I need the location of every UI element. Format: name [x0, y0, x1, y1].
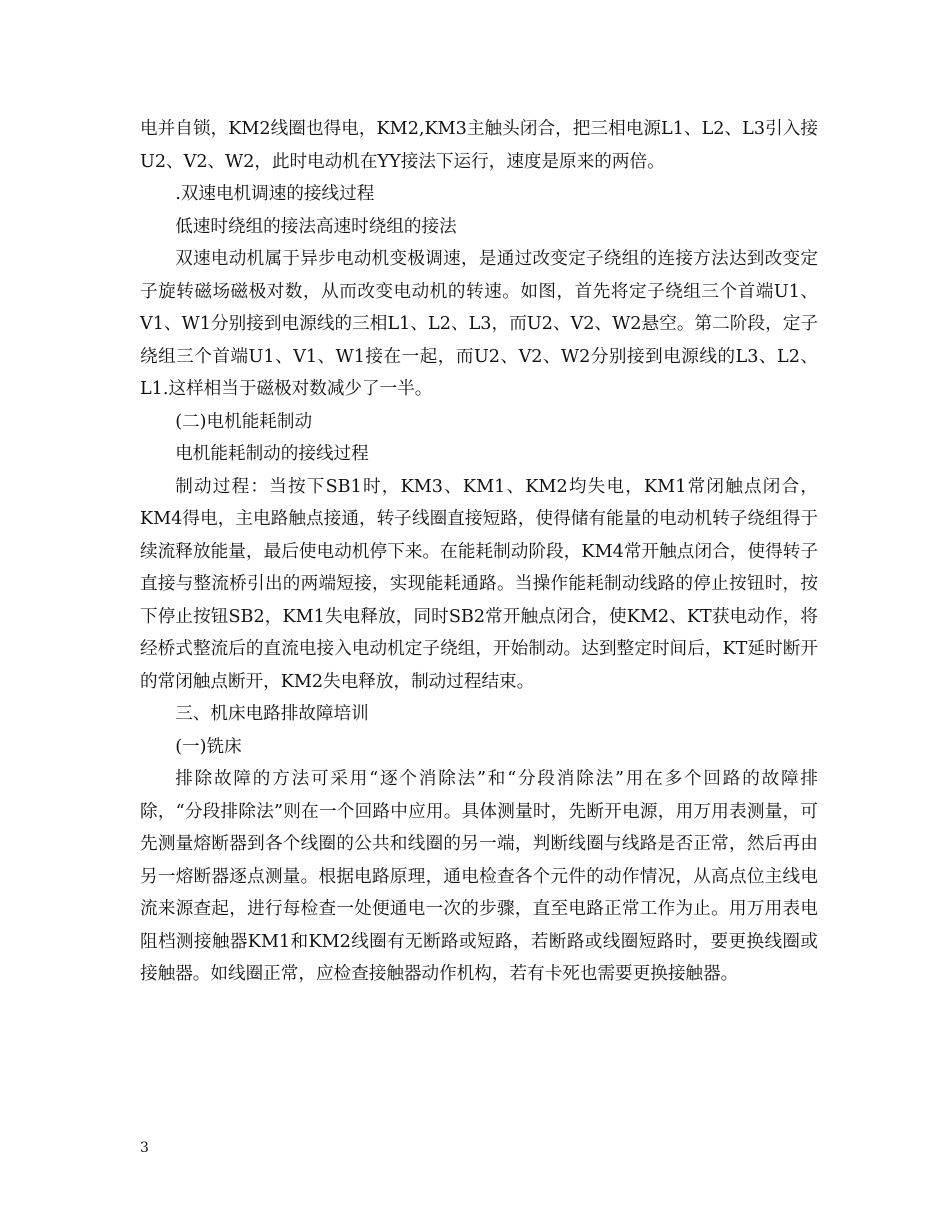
- section-heading-troubleshooting: 三、机床电路排故障培训: [175, 704, 369, 724]
- section-heading-dynamic-braking: (二)电机能耗制动: [175, 411, 313, 432]
- page-number: 3: [140, 1140, 149, 1156]
- figure-caption-braking-wiring: 电机能耗制动的接线过程: [175, 444, 369, 464]
- paragraph-troubleshooting-method: 排除故障的方法可采用“逐个消除法”和“分段消除法”用在多个回路的故障排除，“分段排除法”则在一个回路中应用。具体测量时，先断开电源，用万用表测量，可先测量熔断器到各个线圈的公共和线圈的另一端，判断线圈与线路是否正常，然后再由另一熔断器逐点测量。根据电路原理，通电检查各个元件的动作情况，从高点位主线电流来源查起，进行每检查一处便通电一次的步骤，直至电路正常工作为止。用万用表电阻档测接触器KM1和KM2线圈有无断路或短路，若断路或线圈短路时，要更换线圈或接触器。如线圈正常，应检查接触器动作机构，若有卡死也需要更换接触器。: [140, 769, 818, 984]
- section-heading-two-speed-wiring: .双速电机调速的接线过程: [175, 184, 375, 204]
- document-body: [140, 113, 818, 991]
- figure-caption-winding-connection: 低速时绕组的接法高速时绕组的接法: [175, 216, 457, 237]
- paragraph-continuation: 电并自锁，KM2线圈也得电，KM2,KM3主触头闭合，把三相电源L1、L2、L3引入接U2、V2、W2，此时电动机在YY接法下运行，速度是原来的两倍。: [140, 119, 818, 172]
- section-heading-milling-machine: (一)铣床: [175, 736, 242, 757]
- paragraph-braking-process: 制动过程：当按下SB1时，KM3、KM1、KM2均失电，KM1常闭触点闭合，KM4得电，主电路触点接通，转子线圈直接短路，使得储有能量的电动机转子绕组得于续流释放能量，最后使电动机停下来。在能耗制动阶段，KM4常开触点闭合，使得转子直接与整流桥引出的两端短接，实现能耗通路。当操作能耗制动线路的停止按钮时，按下停止按钮SB2，KM1失电释放，同时SB2常开触点闭合，使KM2、KT获电动作，将经桥式整流后的直流电接入电动机定子绕组，开始制动。达到整定时间后，KT延时断开的常闭触点断开，KM2失电释放，制动过程结束。: [140, 476, 818, 692]
- paragraph-two-speed-motor: 双速电动机属于异步电动机变极调速，是通过改变定子绕组的连接方法达到改变定子旋转磁场磁极对数，从而改变电动机的转速。如图，首先将定子绕组三个首端U1、V1、W1分别接到电源线的三相L1、L2、L3，而U2、V2、W2悬空。第二阶段，定子绕组三个首端U1、V1、W1接在一起，而U2、V2、W2分别接到电源线的L3、L2、L1.这样相当于磁极对数减少了一半。: [140, 249, 818, 399]
